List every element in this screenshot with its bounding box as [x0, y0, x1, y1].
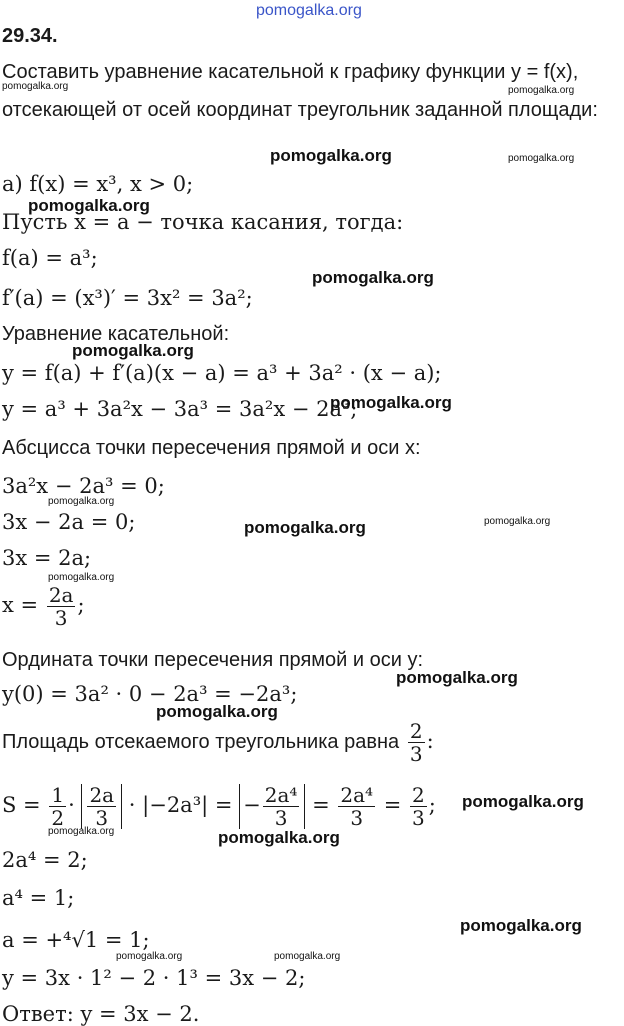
watermark: pomogalka.org — [508, 85, 575, 96]
fraction-one-half: $\frac{1}{2}$ — [51, 783, 65, 830]
watermark: pomogalka.org — [330, 393, 452, 412]
fraction-2-over-3: $\frac{2}{3}$ — [412, 783, 425, 830]
area-fraction: $\frac{2}{3}$ — [409, 719, 423, 766]
tangent-heading: Уравнение касательной: — [2, 323, 230, 345]
area-equation: S = $\frac{1}{2}$ · $\frac{2a}{3}$ · |−2a³| = − $\frac{\text{2a⁴}}{3}$ = $\frac{\text{2a⁴}}{3}$ = $\frac{2}{3}$ ; — [2, 783, 436, 830]
ordinate-heading: Ордината точки пересечения прямой и оси y: — [2, 649, 424, 671]
watermark: pomogalka.org — [508, 153, 575, 164]
tangent-equation-2: y = a³ + 3a²x − 3a³ = 3a²x − 2a³; — [2, 397, 358, 421]
watermark: pomogalka.org — [244, 518, 366, 537]
area-heading: Площадь отсекаемого треугольника равна $\frac{2}{3}$ : — [2, 719, 434, 766]
answer: Ответ: y = 3x − 2. — [2, 1002, 200, 1026]
equation-a4: a⁴ = 1; — [2, 886, 75, 910]
watermark: pomogalka.org — [48, 826, 115, 837]
watermark: pomogalka.org — [460, 916, 582, 935]
watermark: pomogalka.org — [48, 496, 115, 507]
absolute-value: $\frac{2a}{3}$ — [81, 784, 122, 829]
site-watermark-top[interactable]: pomogalka.org — [256, 2, 362, 19]
abscissa-equation-4: x = $\frac{2a}{3}$ ; — [2, 583, 85, 630]
watermark: pomogalka.org — [270, 146, 392, 165]
watermark: pomogalka.org — [72, 341, 194, 360]
equation-final: y = 3x · 1² − 2 · 1³ = 3x − 2; — [2, 966, 306, 990]
equation-root: a = +⁴√1 = 1; — [2, 928, 150, 952]
watermark: pomogalka.org — [312, 268, 434, 287]
let-tangent-point: Пусть x = a − точка касания, тогда: — [2, 210, 404, 234]
watermark: pomogalka.org — [2, 81, 69, 92]
abscissa-equation-3: 3x = 2a; — [2, 546, 92, 570]
watermark: pomogalka.org — [396, 668, 518, 687]
part-a-function: а) f(x) = x³, x > 0; — [2, 172, 194, 196]
abscissa-equation-2: 3x − 2a = 0; — [2, 510, 136, 534]
equation-f-a: f(a) = a³; — [2, 246, 98, 270]
problem-text-line-1: Составить уравнение касательной к графику функции y = f(x), — [2, 61, 579, 83]
absolute-value: − $\frac{\text{2a⁴}}{3}$ — [239, 784, 305, 829]
problem-number: 29.34. — [2, 25, 58, 47]
fraction-2a-over-3: $\frac{2a}{3}$ — [48, 583, 74, 630]
equation-2a4: 2a⁴ = 2; — [2, 848, 88, 872]
watermark: pomogalka.org — [218, 828, 340, 847]
watermark: pomogalka.org — [462, 792, 584, 811]
abscissa-equation-1: 3a²x − 2a³ = 0; — [2, 474, 165, 498]
watermark: pomogalka.org — [484, 516, 551, 527]
watermark: pomogalka.org — [116, 951, 183, 962]
problem-text-line-2: отсекающей от осей координат треугольник заданной площади: — [2, 99, 598, 121]
fraction-2a4-over-3: $\frac{\text{2a⁴}}{3}$ — [340, 783, 374, 830]
abscissa-heading: Абсцисса точки пересечения прямой и оси x: — [2, 437, 421, 459]
tangent-equation-1: y = f(a) + f′(a)(x − a) = a³ + 3a² · (x − a); — [2, 361, 442, 385]
equation-derivative: f′(a) = (x³)′ = 3x² = 3a²; — [2, 286, 253, 310]
ordinate-equation: y(0) = 3a² · 0 − 2a³ = −2a³; — [2, 682, 298, 706]
watermark: pomogalka.org — [274, 951, 341, 962]
watermark: pomogalka.org — [28, 196, 150, 215]
watermark: pomogalka.org — [48, 572, 115, 583]
watermark: pomogalka.org — [156, 702, 278, 721]
